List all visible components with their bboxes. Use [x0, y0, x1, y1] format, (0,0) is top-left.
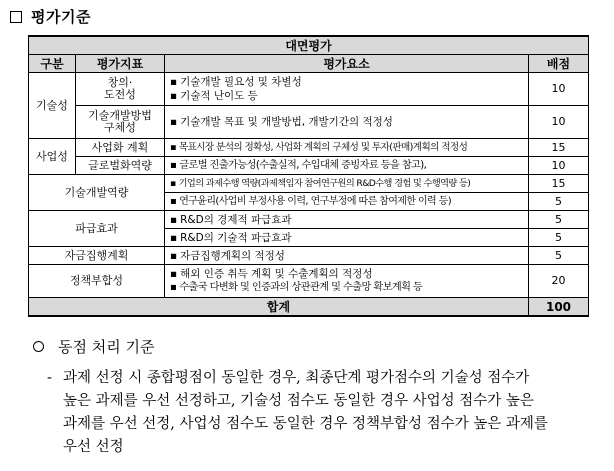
list-item: ▪ 기술개발 필요성 및 차별성 [170, 75, 525, 89]
paragraph-line: 우선 선정 [63, 439, 124, 455]
indicator-cell: 사업화 계획 [76, 139, 165, 157]
items-cell [165, 106, 529, 139]
items-cell [165, 211, 529, 229]
circle-bullet-icon [33, 341, 44, 352]
square-bullet-icon [10, 11, 22, 23]
paragraph-line: 과제를 우선 선정, 사업성 점수도 동일한 경우 정책부합성 점수가 높은 과제를 [63, 416, 548, 432]
column-header-indicator: 평가지표 [76, 55, 165, 73]
evaluation-criteria-table [28, 35, 589, 317]
list-item: ▪ 기술적 난이도 등 [170, 89, 525, 103]
score-cell: 5 [529, 247, 589, 265]
items-cell [165, 193, 529, 211]
items-cell [165, 73, 529, 106]
table-row [29, 139, 589, 157]
paragraph-line [47, 367, 607, 390]
table-row [29, 73, 589, 106]
score-cell: 10 [529, 73, 589, 106]
indicator-cell: 글로벌화역량 [76, 157, 165, 175]
category-cell: 정책부합성 [29, 265, 165, 298]
list-item: ▪ 해외 인증 취득 계획 및 수출계획의 적정성 [170, 267, 525, 281]
main-header: 대면평가 [29, 36, 589, 55]
total-label: 합계 [29, 298, 529, 317]
score-cell: 10 [529, 157, 589, 175]
list-item: ▪ 기업의 과제수행 역량(과제책임자 참여연구원의 R&D수행 경험 및 수행역량 등) [170, 177, 525, 191]
score-cell: 20 [529, 265, 589, 298]
score-cell: 5 [529, 193, 589, 211]
list-item: ▪ 자금집행계획의 적정성 [170, 249, 525, 263]
score-cell: 15 [529, 175, 589, 193]
items-cell [165, 265, 529, 298]
items-cell [165, 157, 529, 175]
table-row [29, 247, 589, 265]
section-heading [10, 6, 91, 27]
category-cell: 기술개발역량 [29, 175, 165, 211]
column-header-category: 구분 [29, 55, 76, 73]
list-item: ▪ 글로벌 진출가능성(수출실적, 수입대체 증빙자료 등을 참고), [170, 159, 525, 173]
list-item: ▪ R&D의 기술적 파급효과 [170, 231, 525, 245]
category-cell: 자금집행계획 [29, 247, 165, 265]
score-cell: 15 [529, 139, 589, 157]
total-score: 100 [529, 298, 589, 317]
indicator-cell: 창의· 도전성 [76, 73, 165, 106]
items-cell [165, 139, 529, 157]
items-cell [165, 247, 529, 265]
list-item: ▪ R&D의 경제적 파급효과 [170, 213, 525, 227]
items-cell [165, 229, 529, 247]
column-header-score: 배점 [529, 55, 589, 73]
table-row [29, 157, 589, 175]
tie-break-title: 동점 처리 기준 [58, 338, 155, 356]
indicator-cell: 기술개발방법 구체성 [76, 106, 165, 139]
score-cell: 10 [529, 106, 589, 139]
items-cell [165, 175, 529, 193]
list-item: ▪ 연구윤리(사업비 부정사용 이력, 연구부정에 따른 참여제한 이력 등) [170, 195, 525, 209]
paragraph-line: 높은 과제를 우선 선정하고, 기술성 점수도 동일한 경우 사업성 점수가 높은 [63, 393, 534, 409]
score-cell: 5 [529, 211, 589, 229]
tie-break-heading [33, 336, 154, 357]
dash-bullet-icon: - [47, 370, 52, 386]
column-header-items: 평가요소 [165, 55, 529, 73]
list-item: ▪ 수출국 다변화 및 인증과의 상관관계 및 수출망 확보계획 등 [170, 281, 525, 295]
list-item: ▪ 기술개발 목표 및 개발방법, 개발기간의 적정성 [170, 115, 525, 129]
category-cell: 사업성 [29, 139, 76, 175]
category-cell: 파급효과 [29, 211, 165, 247]
table-row [29, 211, 589, 229]
table-column-header-row [29, 55, 589, 73]
section-title: 평가기준 [31, 8, 91, 26]
total-row [29, 298, 589, 317]
table-main-header-row [29, 36, 589, 55]
list-item: ▪ 목표시장 분석의 정확성, 사업화 계획의 구체성 및 투자(판매)계획의 적정성 [170, 141, 525, 155]
table-row [29, 175, 589, 193]
category-cell: 기술성 [29, 73, 76, 139]
table-row [29, 265, 589, 298]
table-row [29, 106, 589, 139]
score-cell: 5 [529, 229, 589, 247]
paragraph-line-text: 과제 선정 시 종합평점이 동일한 경우, 최종단계 평가점수의 기술성 점수가 [63, 370, 530, 386]
tie-break-paragraph [47, 367, 607, 459]
